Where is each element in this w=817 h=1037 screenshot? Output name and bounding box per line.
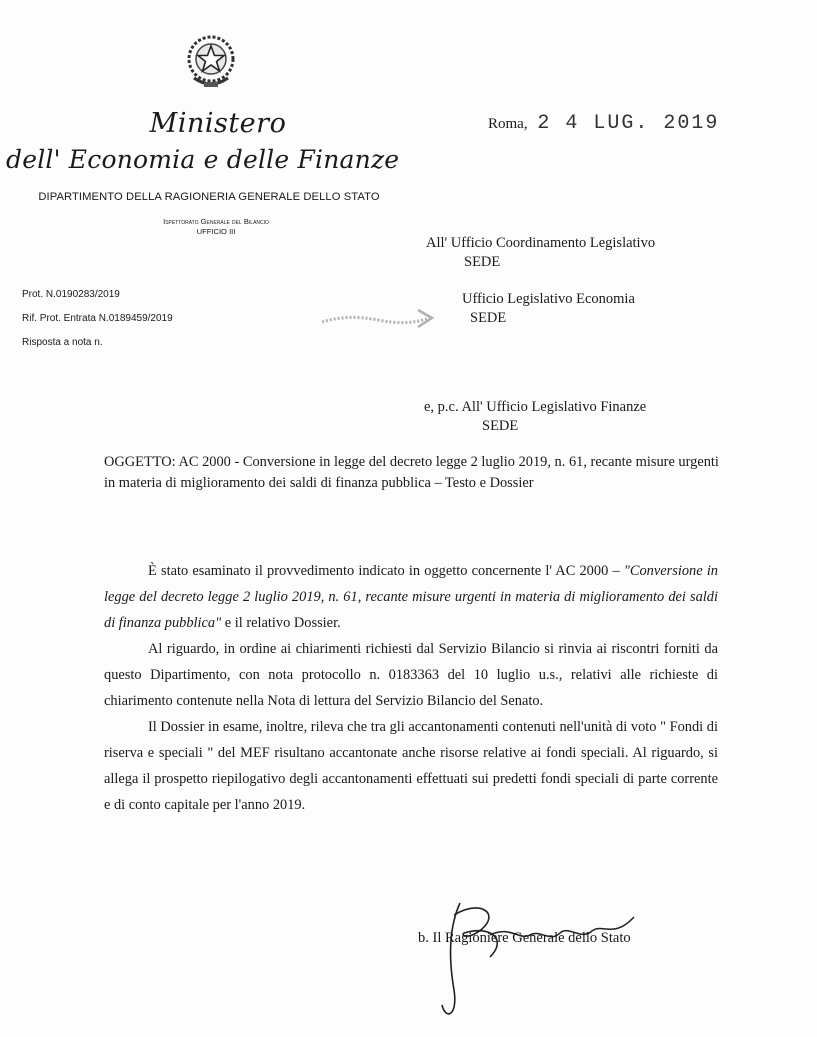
letter-body (104, 558, 718, 818)
inspectorate (86, 217, 346, 237)
subject: OGGETTO: AC 2000 - Conversione in legge del decreto legge 2 luglio 2019, n. 61, recante misure urgenti in materia di miglioramento dei saldi di finanza pubblica – Testo e Dossier (104, 454, 719, 491)
date-stamp: 2 4 LUG. 2019 (537, 112, 720, 135)
date-line (488, 112, 719, 135)
paragraph-2: Al riguardo, in ordine ai chiarimenti richiesti dal Servizio Bilancio si rinvia ai riscontri forniti da questo Dipartimento, con nota protocollo n. 0183363 del 10 luglio u.s., relativi alle richieste di chiarimento contenute nella Nota di lettura del Servizio Bilancio del Senato. (104, 641, 718, 709)
inspectorate-name: Ispettorato Generale del Bilancio (163, 217, 269, 226)
recipient-location: SEDE (482, 418, 519, 434)
handwritten-signature (420, 895, 650, 1025)
signature-prefix: b. (418, 930, 429, 946)
recipient-location: SEDE (470, 310, 507, 326)
department-name: DIPARTIMENTO DELLA RAGIONERIA GENERALE DELLO STATO (38, 191, 380, 203)
recipient-office: Ufficio Coordinamento Legislativo (450, 235, 656, 251)
recipient-1 (426, 234, 655, 272)
office-number: UFFICIO III (196, 227, 236, 236)
recipient-location: SEDE (464, 254, 501, 270)
recipient-office: Ufficio Legislativo Economia (462, 291, 635, 307)
signatory-title: Il Ragioniere Generale dello Stato (432, 930, 631, 946)
recipient-office: Ufficio Legislativo Finanze (486, 399, 647, 415)
signature-line (418, 930, 631, 947)
recipient-prefix: All' (426, 235, 448, 251)
ministry-name: dell' Economia e delle Finanze (6, 145, 400, 174)
italian-republic-emblem-icon (184, 32, 238, 94)
paragraph-1: È stato esaminato il provvedimento indicato in oggetto concernente l' AC 2000 – "Conversione in legge del decreto legge 2 luglio 2019, n. 61, recante misure urgenti in materia di miglioramento dei saldi di finanza pubblica" e il relativo Dossier. (104, 563, 719, 631)
reply-to-note: Risposta a nota n. (22, 337, 103, 348)
reference-protocol: Rif. Prot. Entrata N.0189459/2019 (22, 313, 173, 324)
place: Roma, (488, 116, 528, 132)
ministry-title: Ministero (149, 108, 287, 139)
recipient-2 (462, 290, 635, 328)
protocol-number: Prot. N.0190283/2019 (22, 289, 120, 300)
recipient-prefix: e, p.c. All' (424, 399, 483, 415)
bill-title: "Conversione in legge del decreto legge 2 luglio 2019, n. 61, recante misure urgenti in materia di miglioramento dei saldi di finanza pubblica" (104, 563, 719, 631)
recipient-3 (424, 398, 646, 436)
paragraph-3: Il Dossier in esame, inoltre, rileva che tra gli accantonamenti contenuti nell'unità di voto " Fondi di riserva e speciali " del MEF risultano accantonate anche risorse relative ai fondi speciali. Al riguardo, si allega il prospetto riepilogativo degli accantonamenti effettuati sui predetti fondi speciali di parte corrente e di conto capitale per l'anno 2019. (104, 719, 718, 813)
arrow-stamp-icon (318, 300, 438, 340)
protocol-block (22, 283, 173, 355)
